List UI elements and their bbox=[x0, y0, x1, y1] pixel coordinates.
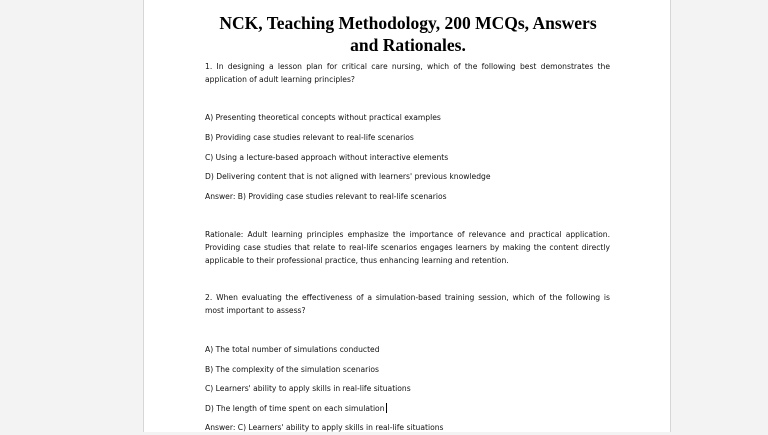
question-1-option-a: A) Presenting theoretical concepts without practical examples bbox=[205, 113, 441, 122]
question-1-option-d: D) Delivering content that is not aligned with learners' previous knowledge bbox=[205, 172, 491, 181]
question-1-option-c: C) Using a lecture-based approach without interactive elements bbox=[205, 153, 449, 162]
question-2-text: 2. When evaluating the effectiveness of a simulation-based training session, which of the following is most important to assess? bbox=[205, 293, 610, 315]
text-cursor bbox=[386, 403, 387, 413]
question-1-text: 1. In designing a lesson plan for critical care nursing, which of the following best demonstrates the application of adult learning principles? bbox=[205, 62, 610, 84]
question-2-option-b: B) The complexity of the simulation scenarios bbox=[205, 365, 380, 374]
document-title-line-1: NCK, Teaching Methodology, 200 MCQs, Answers bbox=[219, 13, 597, 33]
document-title-line-2: and Rationales. bbox=[350, 35, 466, 55]
document-page[interactable] bbox=[143, 0, 671, 432]
question-1-option-b: B) Providing case studies relevant to real-life scenarios bbox=[205, 133, 414, 142]
question-2-option-c: C) Learners' ability to apply skills in real-life situations bbox=[205, 384, 411, 393]
question-2-option-d bbox=[205, 403, 610, 416]
question-1-answer: Answer: B) Providing case studies relevant to real-life scenarios bbox=[205, 192, 447, 201]
question-2-option-d-label: D) The length of time spent on each simulation bbox=[205, 404, 385, 413]
question-1-rationale: Rationale: Adult learning principles emphasize the importance of relevance and practical application. Providing case studies that relate to real-life scenarios engages learners by making the content directly applicable to their professional practice, thus enhancing learning and retention. bbox=[205, 230, 610, 265]
question-2-answer: Answer: C) Learners' ability to apply skills in real-life situations bbox=[205, 423, 444, 432]
question-2-option-a: A) The total number of simulations conducted bbox=[205, 345, 380, 354]
